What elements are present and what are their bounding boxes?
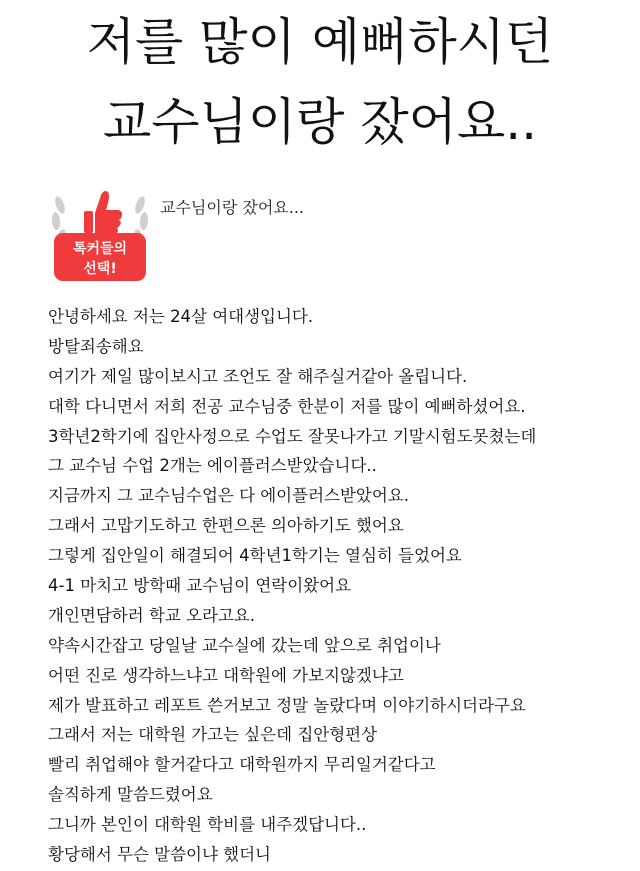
body-line: 3학년2학기에 집안사정으로 수업도 잘못나가고 기말시험도못쳤는데: [48, 426, 537, 446]
body-line: 제가 발표하고 레포트 쓴거보고 정말 놀랐다며 이야기하시더라구요: [48, 695, 526, 715]
headline-line-2: 교수님이랑 잤어요..: [102, 93, 538, 151]
post-title: 교수님이랑 잤어요...: [160, 198, 304, 217]
badge-line-2: 선택!: [83, 261, 117, 277]
body-line: 대학 다니면서 저희 전공 교수님중 한분이 저를 많이 예뻐하셨어요.: [48, 396, 526, 416]
post-body: [48, 302, 628, 870]
body-line: 방탈죄송해요: [48, 336, 144, 356]
body-line: 그니까 본인이 대학원 학비를 내주겠답니다..: [48, 815, 367, 835]
body-line: 빨리 취업해야 할거같다고 대학원까지 무리일거같다고: [48, 755, 436, 775]
body-line: 지금까지 그 교수님수업은 다 에이플러스받았어요.: [48, 486, 409, 506]
body-line: 여기가 제일 많이보시고 조언도 잘 해주실거같아 올립니다.: [48, 366, 468, 386]
body-line: 그 교수님 수업 2개는 에이플러스받았습니다..: [48, 456, 377, 476]
thumbs-up-icon: [84, 191, 122, 235]
body-line: 안녕하세요 저는 24살 여대생입니다.: [48, 307, 314, 326]
headline-line-1: 저를 많이 예뻐하시던: [86, 13, 554, 71]
body-line: 황당해서 무슨 말씀이냐 했더니: [48, 845, 271, 865]
talkers-choice-badge: [48, 183, 152, 283]
body-line: 그렇게 집안일이 해결되어 4학년1학기는 열심히 들었어요: [48, 546, 462, 566]
body-line: 약속시간잡고 당일날 교수실에 갔는데 앞으로 취업이나: [48, 635, 441, 655]
body-line: 솔직하게 말씀드렸어요: [48, 785, 213, 805]
body-line: 4-1 마치고 방학때 교수님이 연락이왔어요: [48, 576, 351, 596]
post-header: [48, 183, 608, 283]
badge-line-1: 톡커들의: [72, 241, 128, 257]
body-line: 개인면담하러 학교 오라고요.: [48, 605, 256, 625]
body-line: 어떤 진로 생각하느냐고 대학원에 가보지않겠냐고: [48, 665, 404, 685]
body-line: 그래서 고맙기도하고 한편으론 의아하기도 했어요: [48, 516, 404, 536]
body-line: 그래서 저는 대학원 가고는 싶은데 집안형편상: [48, 725, 378, 745]
